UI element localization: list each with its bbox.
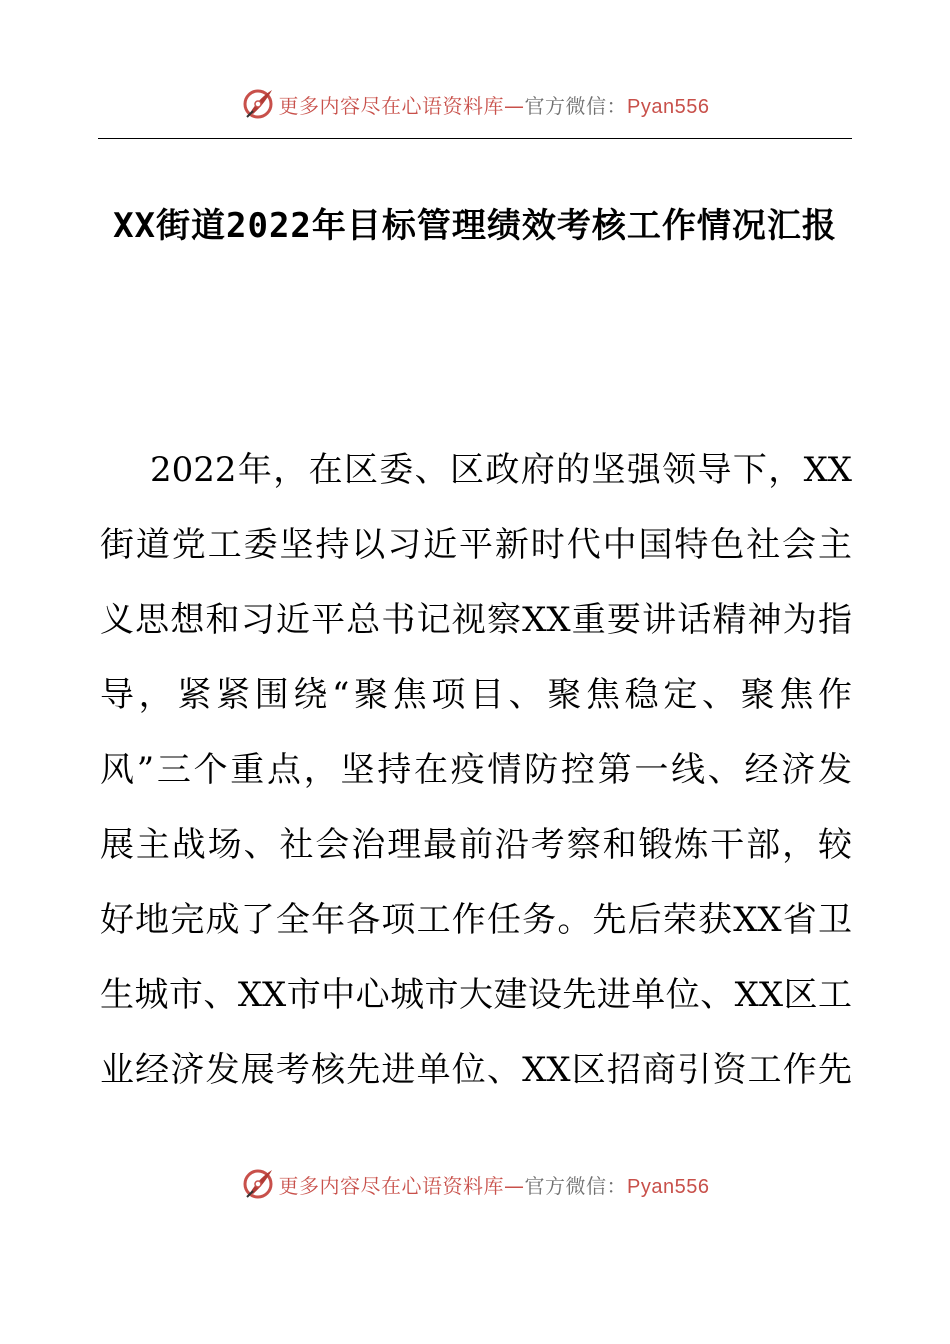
promo-label: 更多内容尽在心语资料库	[278, 1173, 505, 1198]
promo-label: 更多内容尽在心语资料库	[278, 93, 505, 118]
promo-dash: —	[504, 1173, 525, 1198]
body-line: 生城市、XX市中心城市大建设先进单位、XX区工	[100, 975, 852, 1015]
body-line: 业经济发展考核先进单位、XX区招商引资工作先	[100, 1050, 852, 1090]
promo-dash: —	[504, 93, 525, 118]
official-label: 官方微信：	[524, 1173, 628, 1198]
document-body	[100, 440, 852, 1115]
header-divider	[98, 138, 852, 139]
body-line: 好地完成了全年各项工作任务。先后荣获XX省卫	[100, 900, 852, 940]
document-title: XX街道2022年目标管理绩效考核工作情况汇报	[113, 206, 837, 246]
body-line: 导，紧紧围绕“聚焦项目、聚焦稳定、聚焦作	[100, 675, 852, 715]
body-line: 展主战场、社会治理最前沿考察和锻炼干部，较	[100, 825, 852, 865]
header-banner	[0, 84, 950, 124]
body-line: 2022年，在区委、区政府的坚强领导下，XX	[150, 450, 852, 490]
quill-logo-icon	[241, 87, 275, 121]
wechat-id: Pyan556	[627, 95, 710, 118]
footer-banner	[0, 1164, 950, 1204]
quill-logo-icon	[241, 1167, 275, 1201]
body-line: 街道党工委坚持以习近平新时代中国特色社会主	[100, 525, 852, 565]
promo-text	[279, 1170, 710, 1199]
promo-text	[279, 90, 710, 119]
body-line: 风”三个重点，坚持在疫情防控第一线、经济发	[100, 750, 852, 790]
body-line: 义思想和习近平总书记视察XX重要讲话精神为指	[100, 600, 852, 640]
official-label: 官方微信：	[524, 93, 628, 118]
wechat-id: Pyan556	[627, 1175, 710, 1198]
